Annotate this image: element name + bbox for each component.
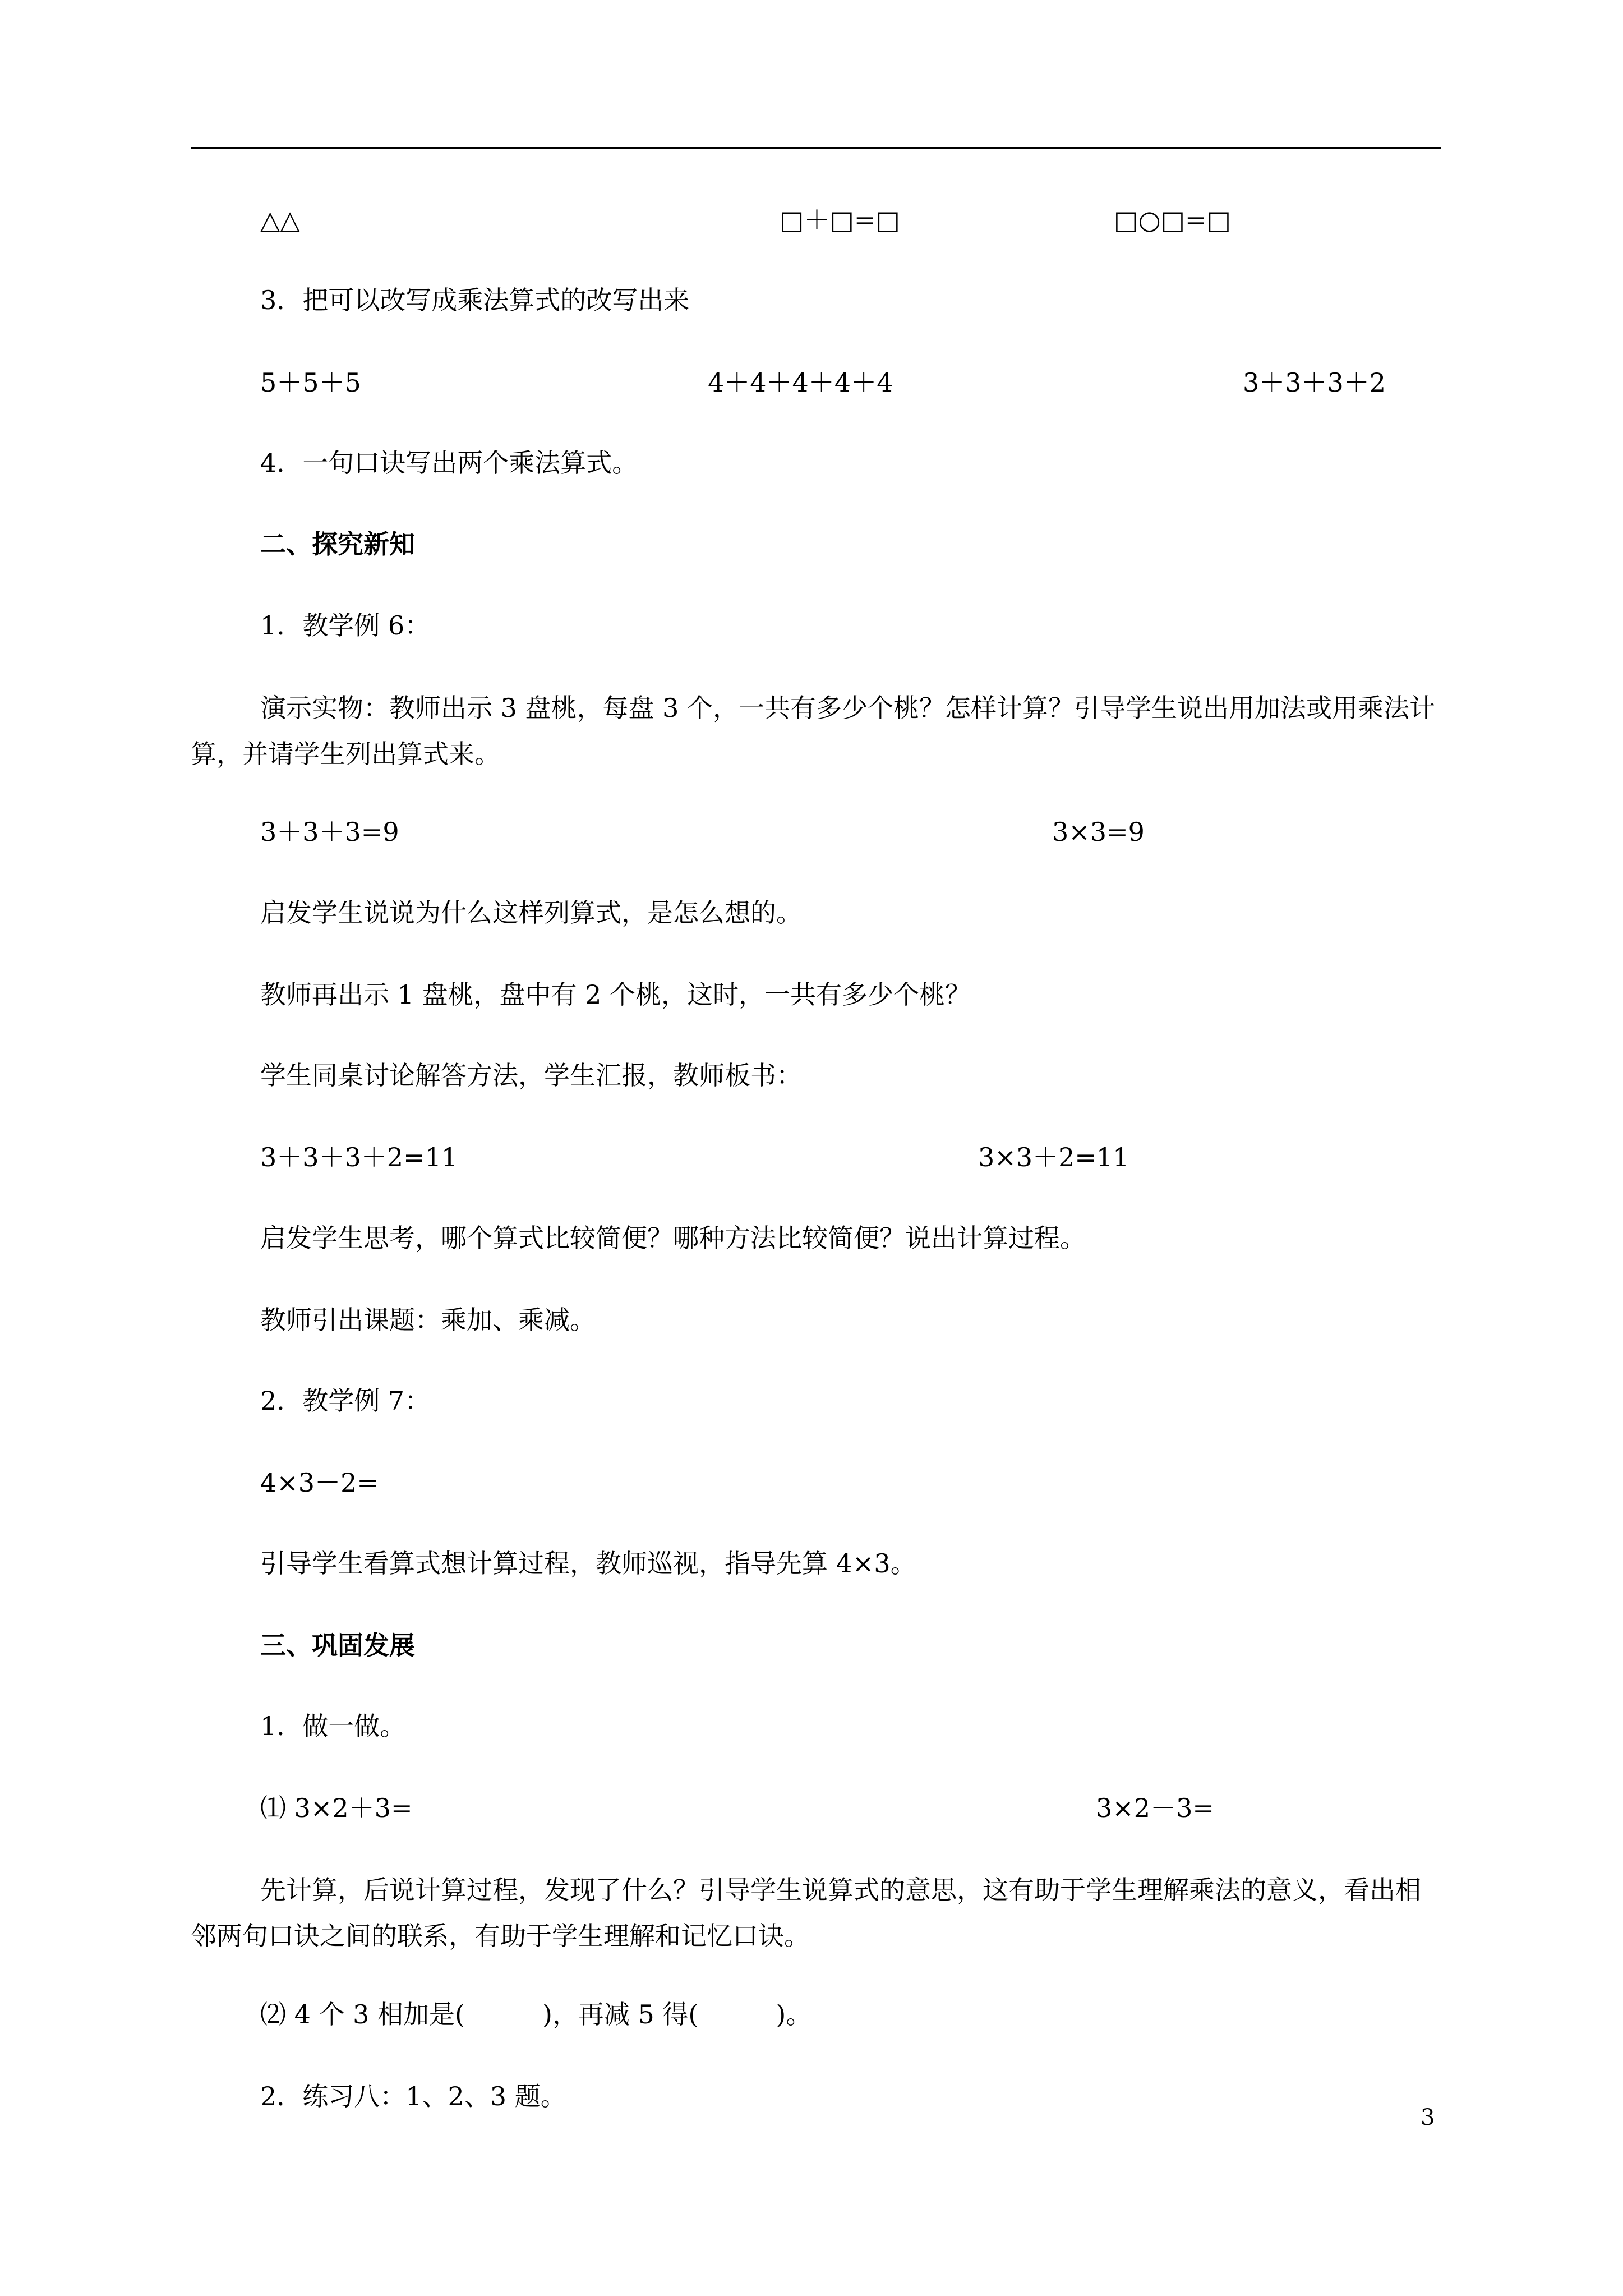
box-addition: □＋□=□ xyxy=(780,205,900,235)
paragraph-demo xyxy=(191,685,1441,777)
lesson-topic: 教师引出课题：乘加、乘减。 xyxy=(260,1305,596,1335)
sum-4: 4＋4＋4＋4＋4 xyxy=(708,367,893,398)
page-number: 3 xyxy=(1421,2105,1435,2131)
students-discuss: 学生同桌讨论解答方法，学生汇报，教师板书： xyxy=(260,1060,802,1091)
section-heading-explore: 二、探究新知 xyxy=(260,529,415,559)
example-7-title: 2．教学例 7： xyxy=(260,1386,431,1416)
expr-3x2+3: ⑴ 3×2＋3= xyxy=(260,1793,413,1823)
exercise-8-title: 2．练习八：1、2、3 题。 xyxy=(260,2081,566,2111)
expr-3x2-3: 3×2－3= xyxy=(1096,1793,1214,1823)
expression-4x3-2: 4×3－2= xyxy=(260,1467,379,1498)
addition-11: 3＋3＋3＋2=11 xyxy=(260,1142,458,1172)
box-circle-equation: □○□=□ xyxy=(1114,205,1232,235)
paragraph-observe xyxy=(191,1867,1441,1959)
guide-calc: 引导学生看算式想计算过程，教师巡视，指导先算 4×3。 xyxy=(260,1548,916,1579)
sum-5: 5＋5＋5 xyxy=(260,367,361,398)
paragraph-observe-text: 先计算，后说计算过程，发现了什么？引导学生说算式的意思，这有助于学生理解乘法的意义，看出相邻两句口诀之间的联系，有助于学生理解和记忆口诀。 xyxy=(191,1875,1421,1951)
do-it-title: 1．做一做。 xyxy=(260,1711,406,1741)
exercise-3-title: 3．把可以改写成乘法算式的改写出来 xyxy=(260,285,690,315)
header-rule xyxy=(191,147,1441,149)
multiply-add-11: 3×3＋2=11 xyxy=(978,1142,1129,1172)
prompt-simpler: 启发学生思考，哪个算式比较简便？哪种方法比较简便？说出计算过程。 xyxy=(260,1223,1086,1253)
fill-blank-question: ⑵ 4 个 3 相加是( )，再减 5 得( )。 xyxy=(260,1999,812,2030)
paragraph-demo-text: 演示实物：教师出示 3 盘桃，每盘 3 个，一共有多少个桃？怎样计算？引导学生说出用加法或用乘法计算，并请学生列出算式来。 xyxy=(191,693,1436,769)
example-6-title: 1．教学例 6： xyxy=(260,610,431,641)
prompt-why: 启发学生说说为什么这样列算式，是怎么想的。 xyxy=(260,898,802,928)
multiplication-9: 3×3=9 xyxy=(1052,817,1145,847)
exercise-4-title: 4．一句口诀写出两个乘法算式。 xyxy=(260,448,638,478)
addition-9: 3＋3＋3=9 xyxy=(260,817,399,847)
sum-3-2: 3＋3＋3＋2 xyxy=(1243,367,1386,398)
teacher-shows-plate: 教师再出示 1 盘桃，盘中有 2 个桃，这时，一共有多少个桃？ xyxy=(260,979,971,1010)
section-heading-consolidate: 三、巩固发展 xyxy=(260,1630,415,1660)
triangles: △△ xyxy=(260,205,300,235)
